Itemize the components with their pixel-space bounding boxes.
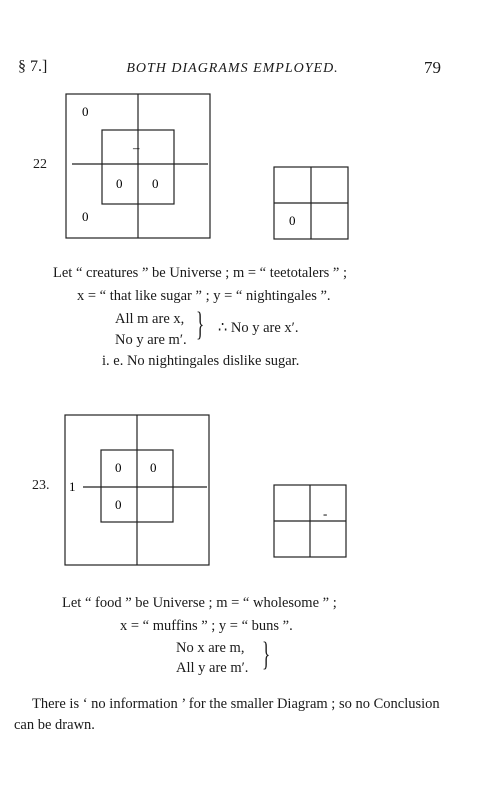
ex23-line-1: Let “ food ” be Universe ; m = “ wholesome ” ; <box>62 595 337 611</box>
big-diagram-23 <box>65 415 209 565</box>
small-mark-br: - <box>323 506 328 521</box>
ex22-line-2: x = “ that like sugar ” ; y = “ nightingales ”. <box>77 288 331 304</box>
ex22-premiss-1: All m are x, <box>115 311 185 327</box>
ex23-premiss-2: All y are m′. <box>176 660 249 676</box>
example-number-23: 23. <box>32 478 50 493</box>
mark-left-one: 1 <box>69 479 76 494</box>
page-number: 79 <box>424 58 441 77</box>
mark-inner-tl: 0 <box>115 460 122 475</box>
small-diagram-22 <box>274 167 348 239</box>
mark-inner-bl: 0 <box>116 176 123 191</box>
ex22-conclusion: ∴ No y are x′. <box>218 320 299 336</box>
small-mark-bl: 0 <box>289 213 296 228</box>
ex22-line-1: Let “ creatures ” be Universe ; m = “ teetotalers ” ; <box>53 265 348 281</box>
diagram-22 <box>60 90 360 245</box>
mark-inner-br: 0 <box>152 176 159 191</box>
mark-inner-top: – <box>133 140 140 155</box>
diagram-23 <box>55 410 355 572</box>
ex22-ie: i. e. No nightingales dislike sugar. <box>102 353 300 369</box>
running-title: BOTH DIAGRAMS EMPLOYED. <box>126 61 339 76</box>
ex22-brace: } <box>196 306 205 343</box>
ex23-brace: } <box>262 636 271 673</box>
mark-outer-bl: 0 <box>82 209 89 224</box>
example-number-22: 22 <box>33 157 47 172</box>
section-marker: § 7.] <box>18 58 48 75</box>
ex23-premiss-1: No x are m, <box>176 640 245 656</box>
ex23-line-2: x = “ muffins ” ; y = “ buns ”. <box>120 618 293 634</box>
mark-inner-bl: 0 <box>115 497 122 512</box>
ex22-premiss-2: No y are m′. <box>115 332 187 348</box>
small-diagram-23 <box>274 485 346 557</box>
mark-outer-tl: 0 <box>82 104 89 119</box>
closing-paragraph: There is ‘ no information ’ for the smaller Diagram ; so no Conclusion can be drawn. <box>14 696 440 733</box>
mark-inner-tr: 0 <box>150 460 157 475</box>
